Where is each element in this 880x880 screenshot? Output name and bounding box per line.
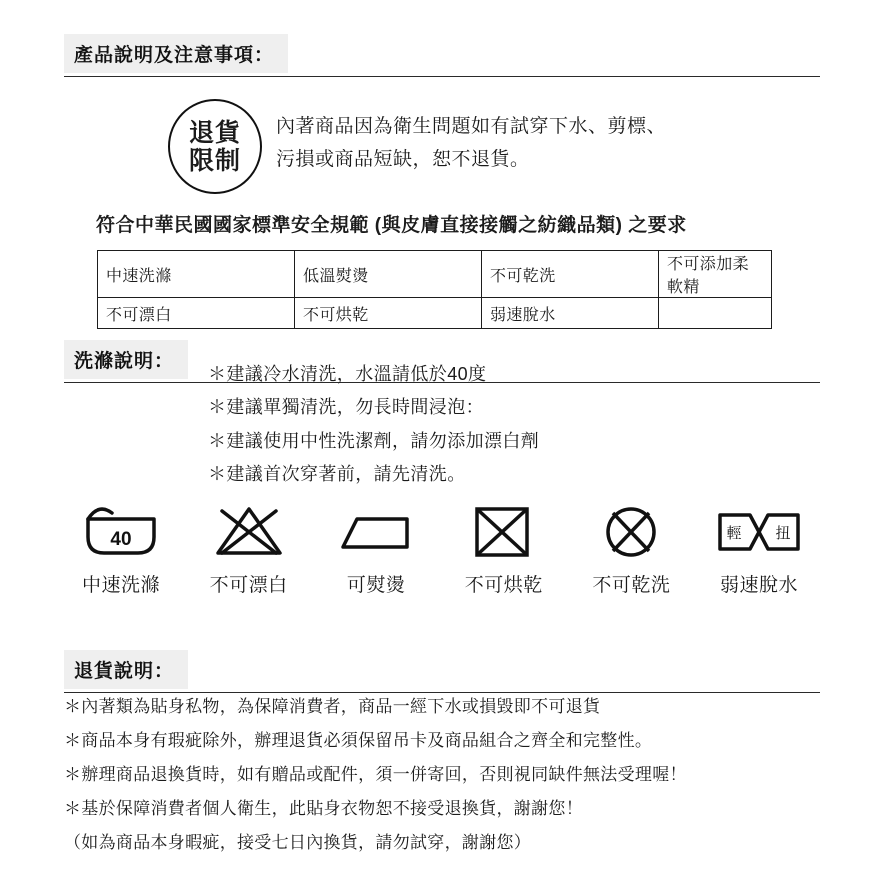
return-restriction-badge-line1: 退貨 bbox=[188, 118, 241, 147]
care-symbol-label: 不可烘乾 bbox=[464, 575, 543, 596]
list-item: ＊內著類為貼身私物，為保障消費者，商品一經下水或損毀即不可退貨 bbox=[64, 697, 601, 716]
no-tumble-dry-icon bbox=[465, 500, 543, 562]
gentle-spin-char-2: 扭 bbox=[775, 525, 791, 542]
gentle-spin-char-1: 輕 bbox=[726, 525, 742, 542]
national-standard-line: 符合中華民國國家標準安全規範 (與皮膚直接接觸之紡織品類) 之要求 bbox=[96, 215, 687, 236]
list-item: ＊建議單獨清洗，勿長時間浸泡： bbox=[208, 397, 484, 418]
care-symbol-no-tumble-dry bbox=[443, 500, 565, 597]
care-cell: 中速洗滌 bbox=[98, 251, 295, 298]
care-symbol-iron bbox=[315, 500, 437, 597]
section-heading-return: 退貨說明： bbox=[64, 650, 188, 689]
care-cell: 弱速脫水 bbox=[482, 298, 659, 329]
list-item: ＊基於保障消費者個人衛生，此貼身衣物恕不接受退換貨，謝謝您！ bbox=[64, 799, 583, 818]
wash-temp-value: 40 bbox=[110, 529, 132, 550]
care-symbol-wash bbox=[60, 500, 182, 597]
return-restriction-badge-line2: 限制 bbox=[188, 146, 241, 175]
care-cell: 不可乾洗 bbox=[482, 251, 659, 298]
return-restriction-badge bbox=[168, 99, 262, 194]
wash-instruction-list bbox=[208, 358, 539, 491]
return-restriction-text bbox=[276, 110, 666, 177]
list-item: ＊建議首次穿著前，請先清洗。 bbox=[208, 463, 466, 484]
care-cell: 不可烘乾 bbox=[295, 298, 482, 329]
care-symbol-no-bleach bbox=[188, 500, 310, 597]
care-symbol-label: 弱速脫水 bbox=[719, 575, 798, 596]
no-bleach-triangle-icon bbox=[210, 500, 288, 562]
section-heading-product-note: 產品說明及注意事項： bbox=[64, 34, 288, 73]
list-item: ＊辦理商品退換貨時，如有贈品或配件，須一併寄回，否則視同缺件無法受理喔！ bbox=[64, 765, 687, 784]
care-cell-empty bbox=[659, 298, 772, 329]
list-item: ＊建議使用中性洗潔劑，請勿添加漂白劑 bbox=[208, 430, 540, 451]
iron-allowed-icon bbox=[337, 500, 415, 562]
list-item: ＊建議冷水清洗，水溫請低於40度 bbox=[208, 364, 487, 384]
care-symbol-label: 不可漂白 bbox=[209, 575, 288, 596]
return-note-list bbox=[64, 690, 687, 860]
care-cell: 低溫熨燙 bbox=[295, 251, 482, 298]
care-cell: 不可添加柔軟精 bbox=[659, 251, 772, 298]
care-symbol-label: 可熨燙 bbox=[346, 575, 406, 596]
care-symbol-label: 中速洗滌 bbox=[81, 575, 160, 596]
gentle-spin-icon bbox=[714, 500, 804, 562]
wash-tub-40-icon bbox=[82, 500, 160, 562]
care-properties-table bbox=[97, 250, 772, 329]
return-restriction-text-line1: 內著商品因為衛生問題如有試穿下水、剪標、 bbox=[276, 116, 667, 137]
list-item: （如為商品本身暇疵，接受七日內換貨，請勿試穿，謝謝您） bbox=[64, 833, 532, 852]
table-row bbox=[98, 251, 772, 298]
section-heading-wash: 洗滌說明： bbox=[64, 340, 188, 379]
return-restriction-text-line2: 污損或商品短缺，恕不退貨。 bbox=[276, 149, 530, 171]
care-symbol-row bbox=[60, 500, 820, 597]
care-symbol-gentle-spin bbox=[698, 500, 820, 597]
list-item: ＊商品本身有瑕疵除外，辦理退貨必須保留吊卡及商品組合之齊全和完整性。 bbox=[64, 731, 653, 750]
no-dry-clean-icon bbox=[592, 500, 670, 562]
divider-product-note bbox=[64, 76, 820, 77]
care-cell: 不可漂白 bbox=[98, 298, 295, 329]
care-symbol-no-dry-clean bbox=[570, 500, 692, 597]
table-row bbox=[98, 298, 772, 329]
care-symbol-label: 不可乾洗 bbox=[592, 575, 671, 596]
